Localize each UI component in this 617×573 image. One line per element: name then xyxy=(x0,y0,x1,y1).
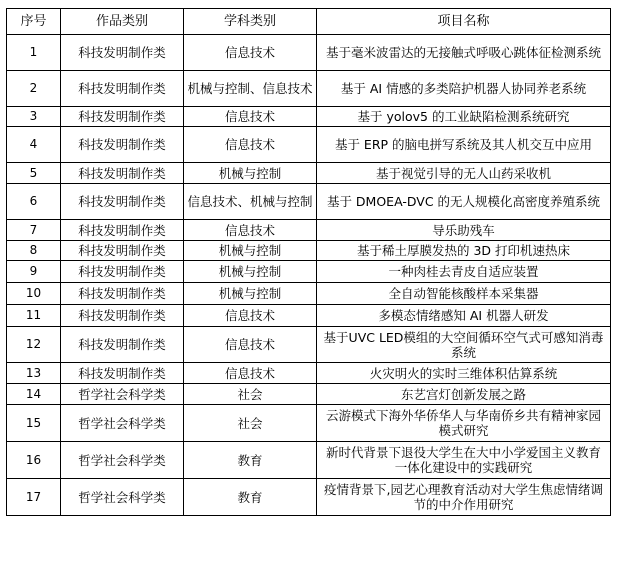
project-name-cell: 疫情背景下,园艺心理教育活动对大学生焦虑情绪调节的中介作用研究 xyxy=(317,479,611,516)
work-category-cell: 哲学社会科学类 xyxy=(61,384,184,405)
row-number-cell: 13 xyxy=(7,363,61,384)
work-category-cell: 哲学社会科学类 xyxy=(61,442,184,479)
header-subject-category: 学科类别 xyxy=(184,9,317,35)
table-row xyxy=(7,184,611,220)
project-name-cell: 基于 ERP 的脑电拼写系统及其人机交互中应用 xyxy=(317,127,611,163)
project-name-cell: 多模态情绪感知 AI 机器人研发 xyxy=(317,305,611,327)
table-row xyxy=(7,220,611,241)
table-row xyxy=(7,283,611,305)
project-name-cell: 东艺宫灯创新发展之路 xyxy=(317,384,611,405)
row-number-cell: 8 xyxy=(7,241,61,261)
work-category-cell: 科技发明制作类 xyxy=(61,305,184,327)
table-row xyxy=(7,241,611,261)
document-page xyxy=(6,8,611,516)
row-number-cell: 11 xyxy=(7,305,61,327)
project-name-cell: 火灾明火的实时三维体积估算系统 xyxy=(317,363,611,384)
subject-category-cell: 机械与控制 xyxy=(184,283,317,305)
subject-category-cell: 信息技术 xyxy=(184,327,317,363)
project-name-cell: 导乐助残车 xyxy=(317,220,611,241)
project-name-cell: 基于 AI 情感的多类陪护机器人协同养老系统 xyxy=(317,71,611,107)
work-category-cell: 科技发明制作类 xyxy=(61,363,184,384)
subject-category-cell: 机械与控制 xyxy=(184,241,317,261)
subject-category-cell: 社会 xyxy=(184,384,317,405)
header-number: 序号 xyxy=(7,9,61,35)
project-name-cell: 基于视觉引导的无人山药采收机 xyxy=(317,163,611,184)
table-row xyxy=(7,405,611,442)
table-row xyxy=(7,127,611,163)
work-category-cell: 科技发明制作类 xyxy=(61,184,184,220)
row-number-cell: 16 xyxy=(7,442,61,479)
row-number-cell: 1 xyxy=(7,35,61,71)
table-row xyxy=(7,327,611,363)
table-header-row xyxy=(7,9,611,35)
row-number-cell: 17 xyxy=(7,479,61,516)
table-body xyxy=(7,35,611,516)
subject-category-cell: 机械与控制 xyxy=(184,261,317,283)
project-name-cell: 全自动智能核酸样本采集器 xyxy=(317,283,611,305)
header-project-name: 项目名称 xyxy=(317,9,611,35)
project-name-cell: 基于稀土厚膜发热的 3D 打印机速热床 xyxy=(317,241,611,261)
subject-category-cell: 信息技术 xyxy=(184,220,317,241)
work-category-cell: 科技发明制作类 xyxy=(61,35,184,71)
work-category-cell: 科技发明制作类 xyxy=(61,163,184,184)
project-name-cell: 基于毫米波雷达的无接触式呼吸心跳体征检测系统 xyxy=(317,35,611,71)
subject-category-cell: 信息技术 xyxy=(184,363,317,384)
table-row xyxy=(7,479,611,516)
project-name-cell: 基于 yolov5 的工业缺陷检测系统研究 xyxy=(317,107,611,127)
row-number-cell: 9 xyxy=(7,261,61,283)
row-number-cell: 10 xyxy=(7,283,61,305)
table-row xyxy=(7,35,611,71)
subject-category-cell: 教育 xyxy=(184,442,317,479)
work-category-cell: 科技发明制作类 xyxy=(61,127,184,163)
subject-category-cell: 信息技术 xyxy=(184,35,317,71)
subject-category-cell: 社会 xyxy=(184,405,317,442)
table-row xyxy=(7,107,611,127)
project-name-cell: 基于UVC LED模组的大空间循环空气式可感知消毒系统 xyxy=(317,327,611,363)
work-category-cell: 科技发明制作类 xyxy=(61,241,184,261)
subject-category-cell: 教育 xyxy=(184,479,317,516)
work-category-cell: 科技发明制作类 xyxy=(61,327,184,363)
project-table xyxy=(6,8,611,516)
project-name-cell: 云游模式下海外华侨华人与华南侨乡共有精神家园模式研究 xyxy=(317,405,611,442)
subject-category-cell: 信息技术、机械与控制 xyxy=(184,184,317,220)
work-category-cell: 科技发明制作类 xyxy=(61,107,184,127)
row-number-cell: 7 xyxy=(7,220,61,241)
row-number-cell: 6 xyxy=(7,184,61,220)
work-category-cell: 哲学社会科学类 xyxy=(61,479,184,516)
subject-category-cell: 机械与控制 xyxy=(184,163,317,184)
row-number-cell: 12 xyxy=(7,327,61,363)
project-name-cell: 一种肉桂去青皮自适应装置 xyxy=(317,261,611,283)
header-work-category: 作品类别 xyxy=(61,9,184,35)
work-category-cell: 科技发明制作类 xyxy=(61,261,184,283)
table-row xyxy=(7,305,611,327)
table-row xyxy=(7,71,611,107)
row-number-cell: 15 xyxy=(7,405,61,442)
row-number-cell: 5 xyxy=(7,163,61,184)
subject-category-cell: 信息技术 xyxy=(184,127,317,163)
work-category-cell: 科技发明制作类 xyxy=(61,220,184,241)
subject-category-cell: 机械与控制、信息技术 xyxy=(184,71,317,107)
row-number-cell: 3 xyxy=(7,107,61,127)
subject-category-cell: 信息技术 xyxy=(184,107,317,127)
table-row xyxy=(7,363,611,384)
work-category-cell: 哲学社会科学类 xyxy=(61,405,184,442)
project-name-cell: 基于 DMOEA-DVC 的无人规模化高密度养殖系统 xyxy=(317,184,611,220)
work-category-cell: 科技发明制作类 xyxy=(61,71,184,107)
work-category-cell: 科技发明制作类 xyxy=(61,283,184,305)
subject-category-cell: 信息技术 xyxy=(184,305,317,327)
project-name-cell: 新时代背景下退役大学生在大中小学爱国主义教育一体化建设中的实践研究 xyxy=(317,442,611,479)
row-number-cell: 2 xyxy=(7,71,61,107)
table-row xyxy=(7,261,611,283)
table-row xyxy=(7,384,611,405)
row-number-cell: 4 xyxy=(7,127,61,163)
row-number-cell: 14 xyxy=(7,384,61,405)
table-row xyxy=(7,442,611,479)
table-row xyxy=(7,163,611,184)
